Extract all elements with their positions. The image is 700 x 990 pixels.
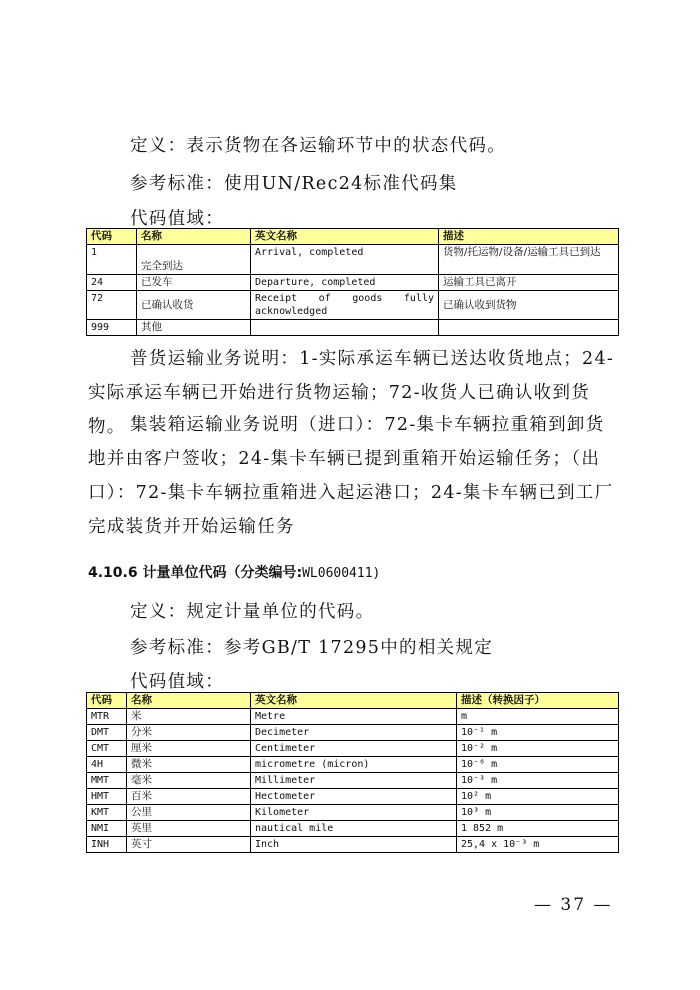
- cell-name: 公里: [127, 805, 251, 821]
- cell-english: Hectometer: [251, 789, 457, 805]
- cell-code: KMT: [87, 805, 127, 821]
- table-row: [87, 805, 619, 821]
- cell-english: Departure, completed: [251, 275, 439, 291]
- cell-code: 999: [87, 320, 137, 336]
- cell-description: m: [457, 709, 619, 725]
- heading-code: WL0600411): [302, 566, 381, 581]
- note-general-freight: 普货运输业务说明：1-实际承运车辆已送达收货地点；24-实际承运车辆已开始进行货物运输；72-收货人已确认收到货物。: [88, 349, 615, 437]
- cell-code: DMT: [87, 725, 127, 741]
- cell-description: 10⁻² m: [457, 741, 619, 757]
- cell-name: 已发车: [137, 275, 251, 291]
- cell-code: INH: [87, 837, 127, 853]
- cell-code: 72: [87, 291, 137, 320]
- heading-title: 计量单位代码（分类编号:: [142, 565, 303, 581]
- table-row: [87, 837, 619, 853]
- cell-name: 分米: [127, 725, 251, 741]
- cell-name: 毫米: [127, 773, 251, 789]
- table-row: [87, 789, 619, 805]
- cell-description: 货物/托运物/设备/运输工具已到达: [439, 245, 619, 275]
- table-row: [87, 709, 619, 725]
- header-name: 名称: [127, 693, 251, 709]
- cell-english: [251, 320, 439, 336]
- table-row: [87, 757, 619, 773]
- table-row: [87, 245, 619, 275]
- cell-name: 厘米: [127, 741, 251, 757]
- section-heading: [88, 562, 380, 582]
- cell-name: 英里: [127, 821, 251, 837]
- cell-name: 微米: [127, 757, 251, 773]
- cell-name: 英寸: [127, 837, 251, 853]
- cell-code: CMT: [87, 741, 127, 757]
- cell-code: MMT: [87, 773, 127, 789]
- table-row: [87, 821, 619, 837]
- domain-label: 代码值域：: [130, 672, 224, 692]
- cell-english: Metre: [251, 709, 457, 725]
- cell-description: [439, 320, 619, 336]
- cell-description: 已确认收到货物: [439, 291, 619, 320]
- table-header-row: [87, 693, 619, 709]
- header-description: 描述（转换因子）: [457, 693, 619, 709]
- cell-name: 其他: [137, 320, 251, 336]
- table-row: [87, 275, 619, 291]
- cell-code: HMT: [87, 789, 127, 805]
- header-code: 代码: [87, 229, 137, 245]
- cell-english: Kilometer: [251, 805, 457, 821]
- domain-label: 代码值域：: [130, 209, 224, 229]
- note-container-transport: 集装箱运输业务说明（进口）：72-集卡车辆拉重箱到卸货地并由客户签收；24-集卡车辆已提到重箱开始运输任务；（出口）：72-集卡车辆拉重箱进入起运港口；24-集卡车辆已到工厂完成装货并开始运输任务: [88, 415, 614, 537]
- cell-description: 10⁻³ m: [457, 773, 619, 789]
- cell-english: Inch: [251, 837, 457, 853]
- heading-number: 4.10.6: [88, 565, 138, 581]
- header-code: 代码: [87, 693, 127, 709]
- cell-description: 10⁻⁶ m: [457, 757, 619, 773]
- table-row: [87, 741, 619, 757]
- cell-description: 运输工具已离开: [439, 275, 619, 291]
- definition-text: 定义：规定计量单位的代码。: [130, 602, 375, 622]
- unit-code-table: [86, 692, 619, 853]
- cell-description: 10⁻¹ m: [457, 725, 619, 741]
- cell-description: 10³ m: [457, 805, 619, 821]
- header-description: 描述: [439, 229, 619, 245]
- cell-english: Decimeter: [251, 725, 457, 741]
- table-row: [87, 773, 619, 789]
- cell-name: 百米: [127, 789, 251, 805]
- cell-english: nautical mile: [251, 821, 457, 837]
- definition-text: 定义：表示货物在各运输环节中的状态代码。: [130, 136, 506, 156]
- cell-name: 完全到达: [137, 245, 251, 275]
- cell-description: 25,4 x 10⁻³ m: [457, 837, 619, 853]
- cell-description: 1 852 m: [457, 821, 619, 837]
- header-english-name: 英文名称: [251, 229, 439, 245]
- cell-name: 米: [127, 709, 251, 725]
- header-name: 名称: [137, 229, 251, 245]
- page-number: — 37 —: [534, 895, 613, 915]
- table-header-row: [87, 229, 619, 245]
- cell-code: 24: [87, 275, 137, 291]
- header-english-name: 英文名称: [251, 693, 457, 709]
- table-row: [87, 725, 619, 741]
- cell-english: Receipt of goods fully acknowledged: [251, 291, 439, 320]
- cell-english: micrometre (micron): [251, 757, 457, 773]
- cell-code: NMI: [87, 821, 127, 837]
- cell-english: Arrival, completed: [251, 245, 439, 275]
- cell-description: 10² m: [457, 789, 619, 805]
- table-row: [87, 320, 619, 336]
- reference-text: 参考标准：参考GB/T 17295中的相关规定: [130, 638, 494, 658]
- cell-code: MTR: [87, 709, 127, 725]
- reference-text: 参考标准：使用UN/Rec24标准代码集: [130, 174, 458, 194]
- status-code-table: [86, 228, 619, 336]
- cell-english: Millimeter: [251, 773, 457, 789]
- table-row: [87, 291, 619, 320]
- cell-code: 1: [87, 245, 137, 275]
- cell-english: Centimeter: [251, 741, 457, 757]
- cell-code: 4H: [87, 757, 127, 773]
- cell-name: 已确认收货: [137, 291, 251, 320]
